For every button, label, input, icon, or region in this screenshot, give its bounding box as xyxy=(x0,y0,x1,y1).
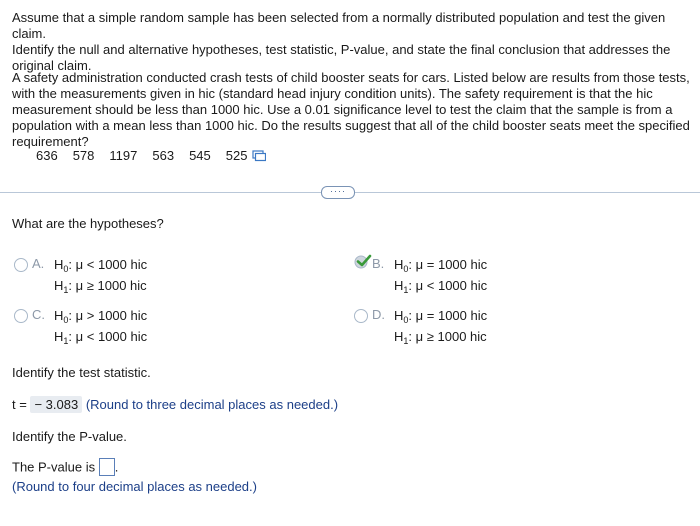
instructions-paragraph xyxy=(12,10,692,74)
data-value: 1197 xyxy=(109,148,138,163)
copy-data-icon[interactable] xyxy=(252,150,266,162)
pvalue-note: (Round to four decimal places as needed.) xyxy=(12,479,257,494)
pvalue-suffix: . xyxy=(114,459,119,475)
instructions-line-3: original claim. xyxy=(12,58,92,73)
data-value: 636 xyxy=(36,148,58,163)
option-d-h0: $H_0$: μ = 1000 hic xyxy=(394,308,488,325)
option-b-h1: $H_1$: μ < 1000 hic xyxy=(394,278,488,295)
pvalue-input[interactable] xyxy=(99,458,115,476)
option-a-radio[interactable] xyxy=(14,258,28,272)
option-c-hypotheses xyxy=(54,306,147,348)
option-c-radio[interactable] xyxy=(14,309,28,323)
option-a-letter: A. xyxy=(32,256,45,271)
problem-line-3: measurement should be less than 1000 hic. Use a 0.01 significance level to test the claim that the sample is from a xyxy=(12,102,673,117)
option-b-hypotheses xyxy=(394,255,487,297)
pvalue-prefix: The P-value is xyxy=(12,459,96,475)
correct-checkmark-icon xyxy=(354,254,372,270)
option-b-h0: $H_0$: μ = 1000 hic xyxy=(394,257,488,274)
hypotheses-question: What are the hypotheses? xyxy=(12,216,164,231)
pvalue-question: Identify the P-value. xyxy=(12,429,127,444)
test-statistic-answer[interactable]: − 3.083 xyxy=(30,396,82,413)
data-value: 525 xyxy=(225,148,248,163)
problem-line-5: requirement? xyxy=(12,134,89,149)
option-c-h0: $H_0$: μ > 1000 hic xyxy=(54,308,148,325)
option-c-letter: C. xyxy=(32,307,45,322)
expand-more-button[interactable]: ···· xyxy=(321,186,355,199)
option-d-radio[interactable] xyxy=(354,309,368,323)
option-c-h1: $H_1$: μ < 1000 hic xyxy=(54,329,148,346)
sample-data xyxy=(36,148,266,164)
option-a-hypotheses xyxy=(54,255,147,297)
option-d-h1: $H_1$: μ ≥ 1000 hic xyxy=(394,329,487,346)
option-a-h1: $H_1$: μ ≥ 1000 hic xyxy=(54,278,147,295)
pvalue-row xyxy=(12,459,118,477)
option-a-h0: $H_0$: μ < 1000 hic xyxy=(54,257,148,274)
instructions-line-2: Identify the null and alternative hypotheses, test statistic, P-value, and state the final conclusion that addresses the xyxy=(12,42,671,57)
problem-line-2: with the measurements given in hic (standard head injury condition units). The safety requirement is that the hic xyxy=(12,86,653,101)
problem-paragraph xyxy=(12,70,692,150)
test-statistic-row xyxy=(12,396,338,413)
option-d-hypotheses xyxy=(394,306,487,348)
instructions-line-1: Assume that a simple random sample has been selected from a normally distributed population and test the given claim. xyxy=(12,10,666,41)
problem-line-1: A safety administration conducted crash tests of child booster seats for cars. Listed below are results from those tests, xyxy=(12,70,690,85)
data-value: 563 xyxy=(152,148,175,163)
option-d-letter: D. xyxy=(372,307,385,322)
data-value: 545 xyxy=(189,148,211,163)
test-statistic-prefix: t = xyxy=(12,397,27,412)
option-b-letter: B. xyxy=(372,256,385,271)
test-statistic-question: Identify the test statistic. xyxy=(12,365,151,380)
data-value: 578 xyxy=(72,148,95,163)
test-statistic-note: (Round to three decimal places as needed.) xyxy=(85,397,339,412)
problem-line-4: population with a mean less than 1000 hic. Do the results suggest that all of the child booster seats meet the specified xyxy=(12,118,690,133)
